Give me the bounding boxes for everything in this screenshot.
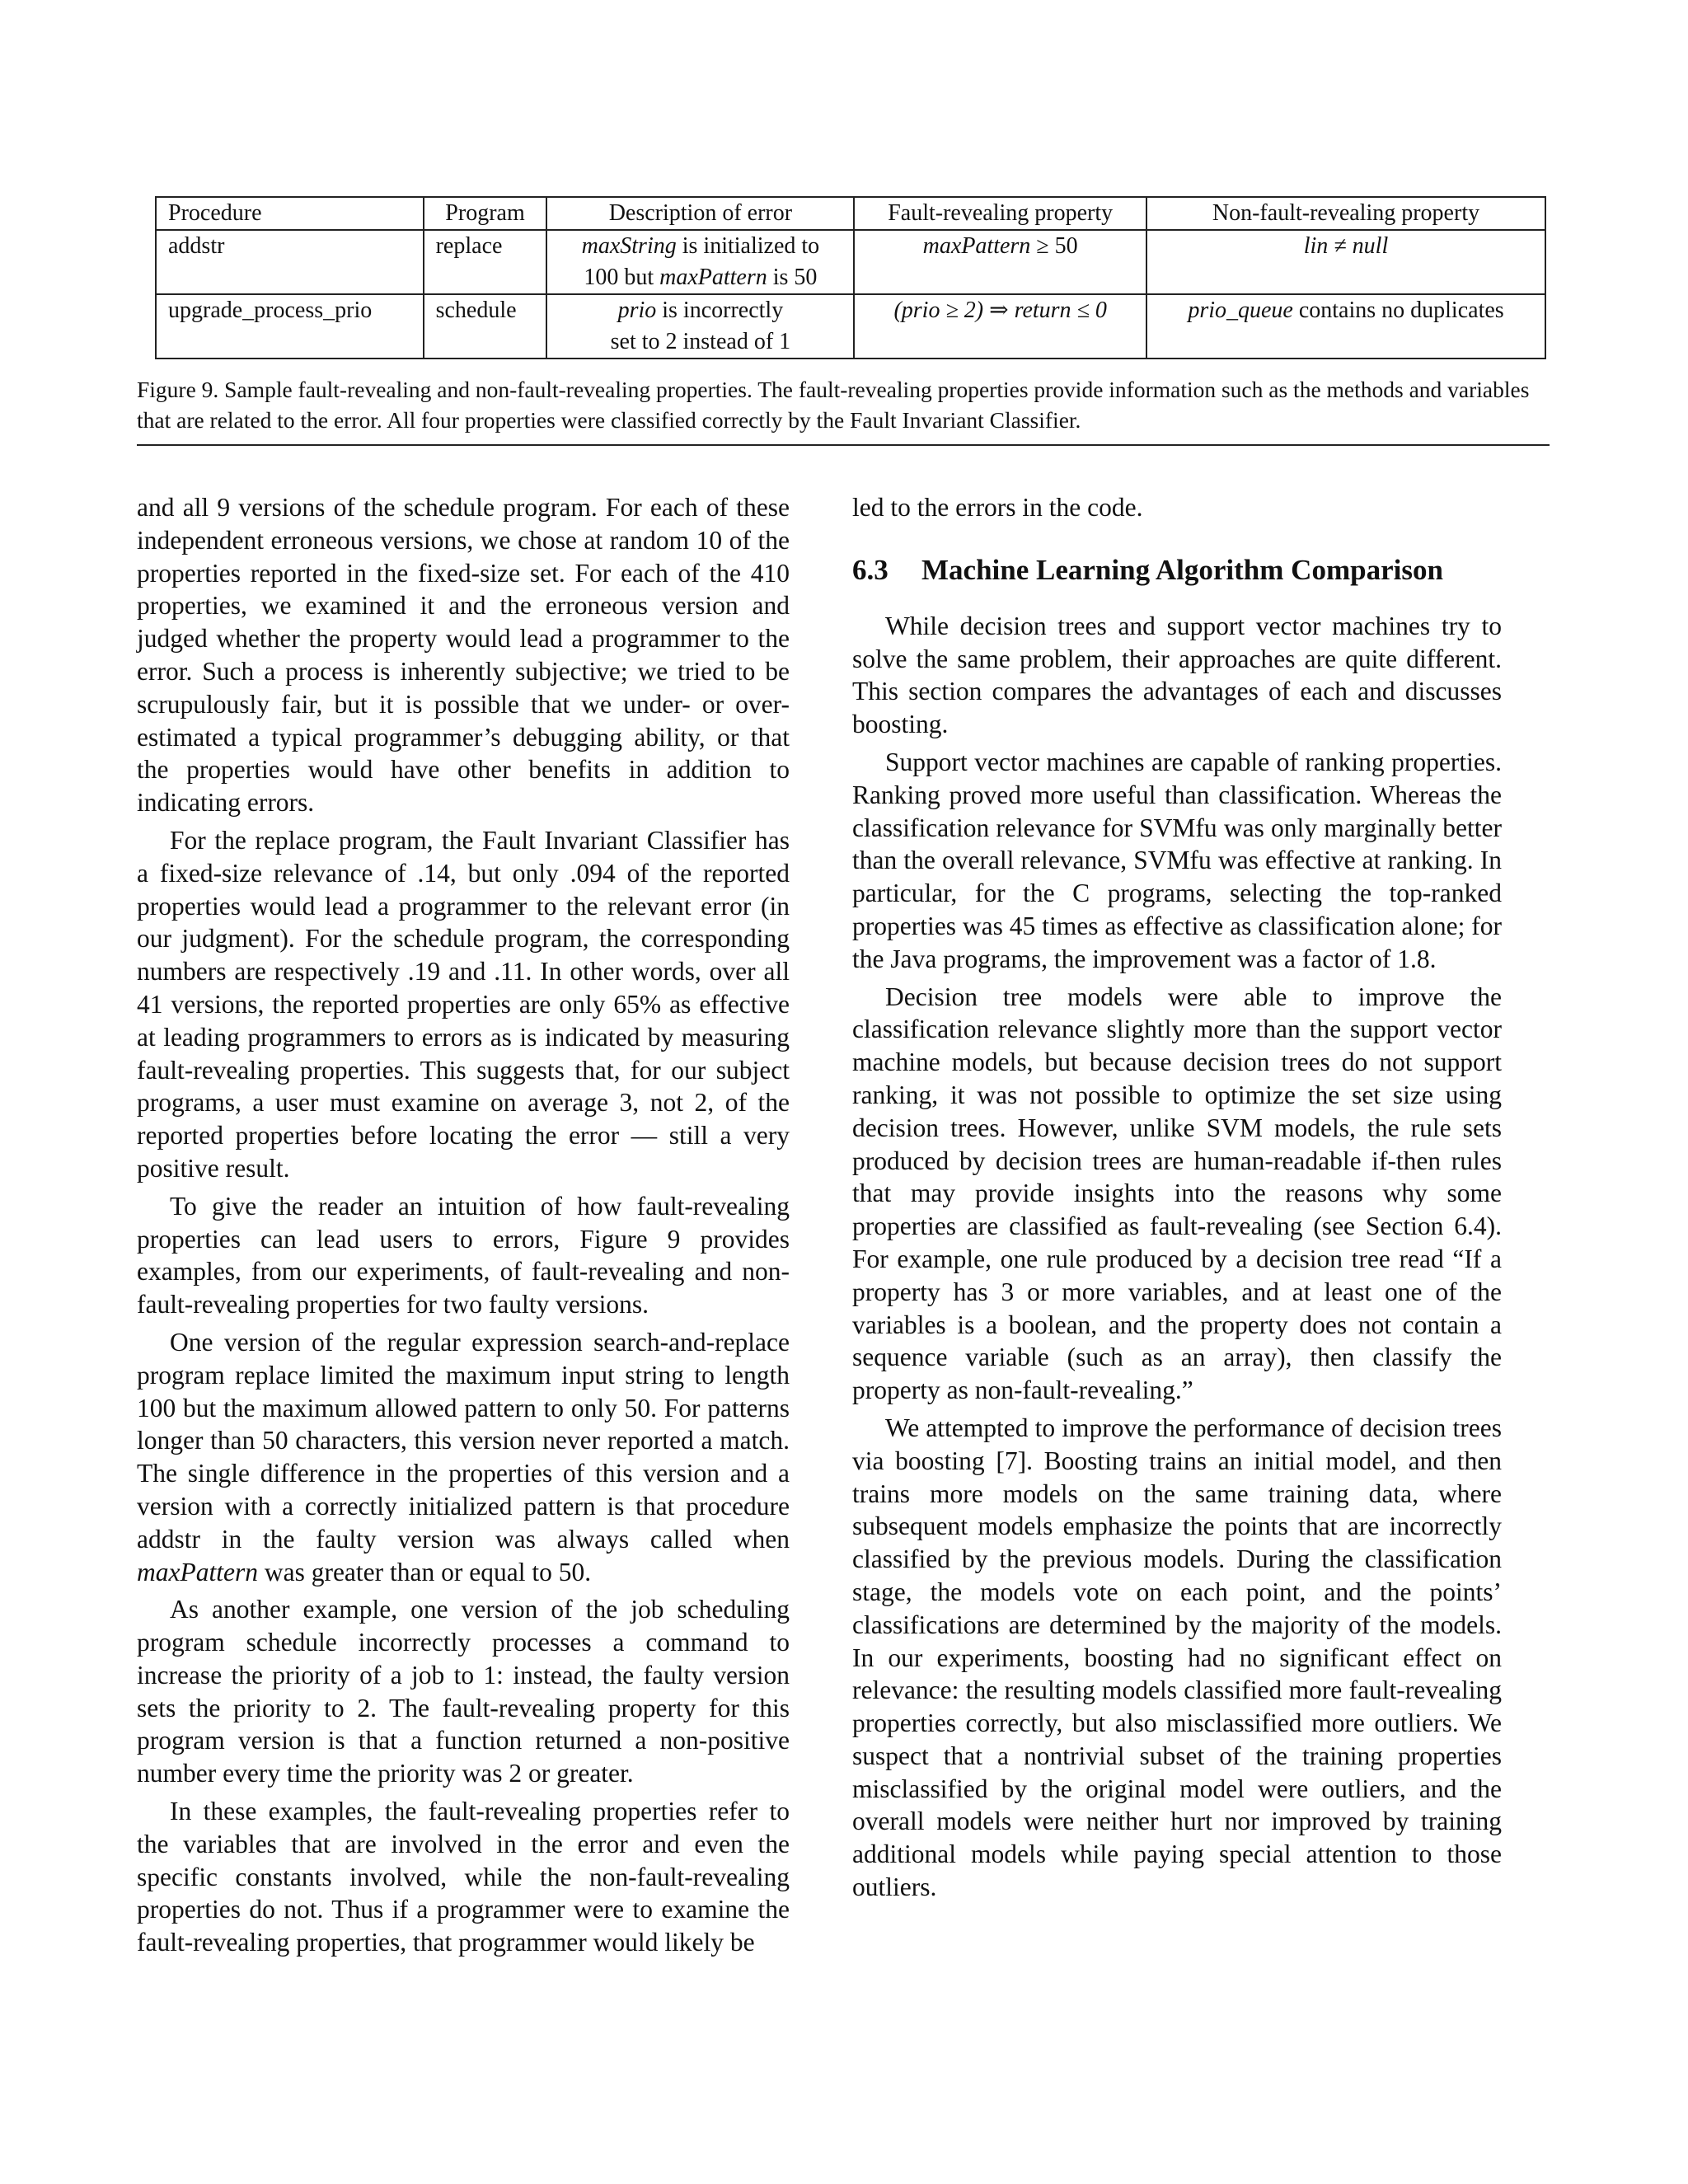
- paragraph: We attempted to improve the performance of decision trees via boosting [7]. Boosting trains an initial model, and then trains more models on the same training data, where subsequent models emphasize the points that are incorrectly classified by the previous models. During the classification stage, the models vote on each point, and the points’ classifications are determined by the majority of the models. In our experiments, boosting had no significant effect on relevance: the resulting models classified more fault-revealing properties correctly, but also misclassified more outliers. We suspect that a nontrivial subset of the training properties misclassified by the original model were outliers, and the overall models were neither hurt nor improved by training additional models while paying special attention to those outliers.: [852, 1413, 1502, 1902]
- paragraph: and all 9 versions of the schedule program. For each of these independent erroneous versions, we chose at random 10 of the properties reported in the fixed-size set. For each of the 410 properties, we examined it and the erroneous version and judged whether the property would lead a programmer to the error. Such a process is inherently subjective; we tried to be scrupulously fair, but it is possible that we under- or over-estimated a typical programmer’s debugging ability, or that the properties would have other benefits in addition to indicating errors.: [137, 493, 790, 818]
- header-procedure: Procedure: [156, 197, 424, 230]
- cell-procedure: addstr: [156, 230, 424, 294]
- desc-text: set to 2 instead of 1: [610, 329, 791, 354]
- caption-divider: [137, 444, 1550, 446]
- header-description: Description of error: [546, 197, 854, 230]
- nonfault-expr: lin ≠ null: [1303, 233, 1389, 259]
- paragraph: While decision trees and support vector machines try to solve the same problem, their approaches are quite different. This section compares the advantages of each and discusses boosting.: [852, 611, 1502, 739]
- table-row: [156, 294, 1545, 359]
- desc-text: is incorrectly: [656, 298, 784, 323]
- desc-text: is 50: [767, 265, 818, 290]
- desc-variable: maxPattern: [659, 265, 767, 290]
- paragraph: In these examples, the fault-revealing properties refer to the variables that are involved in the error and even the specific constants involved, while the non-fault-revealing properties do not. Thus if a programmer were to examine the fault-revealing properties, that programmer would likely be: [137, 1797, 790, 1957]
- fault-expr: maxPattern: [922, 233, 1031, 259]
- paragraph: Support vector machines are capable of ranking properties. Ranking proved more useful than classification. Whereas the classification relevance for SVMfu was only marginally better than the overall relevance, SVMfu was effective at ranking. In particular, for the C programs, selecting the top-ranked properties was 45 times as effective as classification alone; for the Java programs, the improvement was a factor of 1.8.: [852, 747, 1502, 973]
- figure-9-table: [155, 196, 1546, 359]
- paragraph-text: was greater than or equal to 50.: [257, 1557, 592, 1586]
- desc-text: is initialized to: [676, 233, 820, 259]
- table-row: [156, 230, 1545, 294]
- cell-non-fault-revealing: [1146, 294, 1545, 359]
- cell-procedure: upgrade_process_prio: [156, 294, 424, 359]
- nonfault-expr: prio_queue: [1188, 298, 1293, 323]
- figure-caption: Figure 9. Sample fault-revealing and non-fault-revealing properties. The fault-revealing properties provide information such as the methods and variables that are related to the error. All four properties were classified correctly by the Fault Invariant Classifier.: [137, 377, 1530, 433]
- desc-text: 100 but: [584, 265, 660, 290]
- fault-expr: (prio ≥ 2) ⇒ return ≤ 0: [893, 298, 1107, 323]
- paragraph: [137, 1326, 790, 1588]
- header-program: Program: [424, 197, 547, 230]
- section-heading: [852, 552, 1502, 588]
- cell-program: replace: [424, 230, 547, 294]
- right-column: [852, 491, 1502, 1909]
- paragraph: For the replace program, the Fault Invariant Classifier has a fixed-size relevance of .14, but only .094 of the reported properties would lead a programmer to the relevant error (in our judgment). For the schedule program, the corresponding numbers are respectively .19 and .11. In other words, over all 41 versions, the reported properties are only 65% as effective at leading programmers to errors as is indicated by measuring fault-revealing properties. This suggests that, for our subject programs, a user must examine on average 3, not 2, of the reported properties before locating the error — still a very positive result.: [137, 825, 790, 1183]
- cell-non-fault-revealing: [1146, 230, 1545, 294]
- paragraph: As another example, one version of the job scheduling program schedule incorrectly processes a command to increase the priority of a job to 1: instead, the faulty version sets the priority to 2. The fault-revealing property for this program version is that a function returned a non-positive number every time the priority was 2 or greater.: [137, 1595, 790, 1788]
- cell-fault-revealing: [854, 230, 1146, 294]
- paragraph: Decision tree models were able to improve the classification relevance slightly more than the support vector machine models, but because decision trees do not support ranking, it was not possible to optimize the set size using decision trees. However, unlike SVM models, the rule sets produced by decision trees are human-readable if-then rules that may provide insights into the reasons why some properties are classified as fault-revealing (see Section 6.4). For example, one rule produced by a decision tree read “If a property has 3 or more variables, and at least one of the variables is a boolean, and the property does not contain a sequence variable (such as an array), then classify the property as non-fault-revealing.”: [852, 982, 1502, 1405]
- table-header-row: [156, 197, 1545, 230]
- desc-variable: prio: [617, 298, 657, 323]
- cell-description: [546, 294, 854, 359]
- paragraph-text: One version of the regular expression search-and-replace program replace limited the maximum input string to length 100 but the maximum allowed pattern to only 50. For patterns longer than 50 characters, this version never reported a match. The single difference in the properties of this version and a version with a correctly initialized pattern is that procedure addstr in the faulty version was always called when: [137, 1327, 790, 1554]
- header-fault-revealing: Fault-revealing property: [854, 197, 1146, 230]
- cell-fault-revealing: [854, 294, 1146, 359]
- section-number: 6.3: [852, 553, 889, 586]
- cell-program: schedule: [424, 294, 547, 359]
- section-title: Machine Learning Algorithm Comparison: [921, 553, 1443, 586]
- cell-description: [546, 230, 854, 294]
- paragraph: led to the errors in the code.: [852, 493, 1143, 522]
- paragraph: To give the reader an intuition of how fault-revealing properties can lead users to errors, Figure 9 provides examples, from our experiments, of fault-revealing and non-fault-revealing properties for two faulty versions.: [137, 1191, 790, 1319]
- paragraph-variable: maxPattern: [137, 1557, 258, 1586]
- fault-expr-rest: ≥ 50: [1030, 233, 1078, 259]
- nonfault-expr-rest: contains no duplicates: [1292, 298, 1504, 323]
- header-non-fault-revealing: Non-fault-revealing property: [1146, 197, 1545, 230]
- desc-variable: maxString: [581, 233, 677, 259]
- left-column: [137, 491, 790, 1964]
